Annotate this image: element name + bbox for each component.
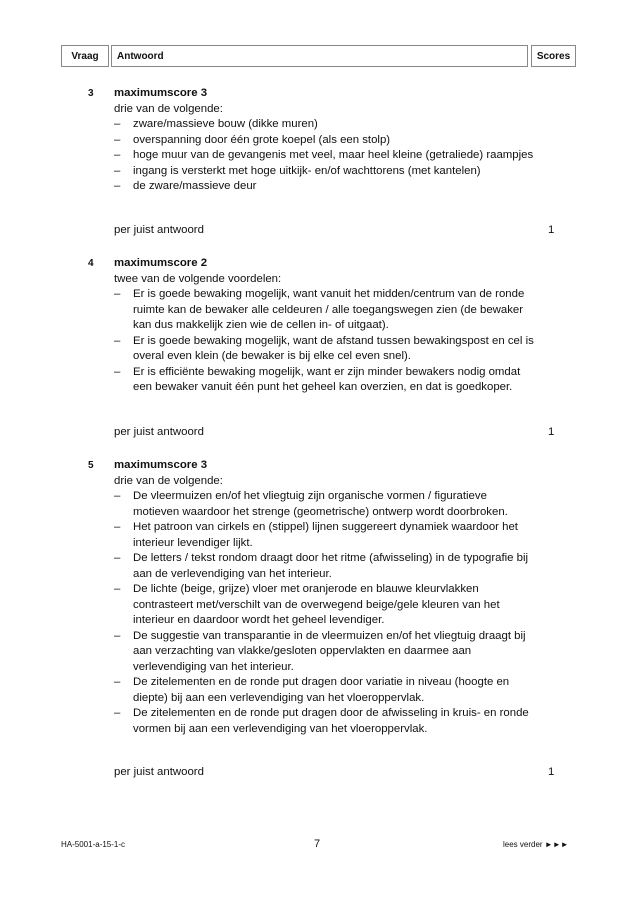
header-vraag: Vraag (61, 45, 109, 67)
per-answer-label: per juist antwoord (114, 766, 204, 778)
answer-item: – De letters / tekst rondom draagt door het ritme (afwisseling) in de typografie bij aan de verlevendiging van het interieur. (114, 551, 534, 582)
answer-item: – De zitelementen en de ronde put dragen door variatie in niveau (hoogte en diepte) bij aan een verlevendiging van het vloeroppervlak. (114, 675, 534, 706)
score-value: 1 (548, 426, 555, 438)
question-intro: drie van de volgende: (114, 102, 223, 115)
answer-item: – De suggestie van transparantie in de vleermuizen en/of het vliegtuig draagt bij aan verzachting van vlakke/gesloten oppervlakten en daarmee aan verlevendiging van het interieur. (114, 629, 534, 676)
per-answer-label: per juist antwoord (114, 426, 204, 438)
header-scores: Scores (531, 45, 576, 67)
question-intro: twee van de volgende voordelen: (114, 272, 282, 285)
question-body (114, 458, 534, 737)
answer-item: – De lichte (beige, grijze) vloer met oranjerode en blauwe kleurvlakken contrasteert met/verschilt van de overwegend beige/gele kleuren van het interieur en daardoor wordt het geheel levendiger. (114, 582, 534, 629)
question-number: 4 (88, 258, 94, 269)
answer-item: – overspanning door één grote koepel (als een stolp) (114, 133, 534, 149)
per-answer-label: per juist antwoord (114, 224, 204, 236)
answer-item: – De vleermuizen en/of het vliegtuig zijn organische vormen / figuratieve motieven waardoor het strenge (geometrische) ontwerp wordt doorbroken. (114, 489, 534, 520)
question-body (114, 256, 534, 396)
question-title: maximumscore 3 (114, 459, 208, 471)
answer-item: – zware/massieve bouw (dikke muren) (114, 117, 534, 133)
question-title: maximumscore 2 (114, 257, 208, 269)
answer-item: – hoge muur van de gevangenis met veel, maar heel kleine (getraliede) raampjes (114, 148, 534, 164)
answer-item: – de zware/massieve deur (114, 179, 534, 195)
exam-code: HA-5001-a-15-1-c (61, 840, 126, 849)
answer-item: – Er is goede bewaking mogelijk, want vanuit het midden/centrum van de ronde ruimte kan de bewaker alle celdeuren / alle toegangswegen zien (de bewaker kan dus makkelijk zien wie de cellen in- of uitgaat). (114, 287, 534, 334)
score-value: 1 (548, 766, 555, 778)
question-title: maximumscore 3 (114, 87, 208, 99)
question-number: 5 (88, 460, 94, 471)
answer-item: – De zitelementen en de ronde put dragen door de afwisseling in kruis- en ronde vormen bij aan een verlevendiging van het vloeroppervlak. (114, 706, 534, 737)
answer-item: – Er is efficiënte bewaking mogelijk, want er zijn minder bewakers nodig omdat een bewaker vanuit één punt het geheel kan overzien, en dat is goedkoper. (114, 365, 534, 396)
question-intro: drie van de volgende: (114, 474, 223, 487)
header-antwoord: Antwoord (111, 45, 528, 67)
score-value: 1 (548, 224, 555, 236)
answer-list (114, 287, 534, 396)
answer-item: – Het patroon van cirkels en (stippel) lijnen suggereert dynamiek waardoor het interieur levendiger lijkt. (114, 520, 534, 551)
answer-list (114, 117, 534, 195)
answer-item: – Er is goede bewaking mogelijk, want de afstand tussen bewakingspost en cel is overal even klein (de bewaker is bij elke cel even snel). (114, 334, 534, 365)
question-body (114, 86, 534, 195)
answer-item: – ingang is versterkt met hoge uitkijk- en/of wachttorens (met kantelen) (114, 164, 534, 180)
page-number: 7 (314, 838, 321, 850)
answer-list (114, 489, 534, 737)
continue-label: lees verder ►►► (503, 840, 569, 849)
question-number: 3 (88, 88, 94, 99)
